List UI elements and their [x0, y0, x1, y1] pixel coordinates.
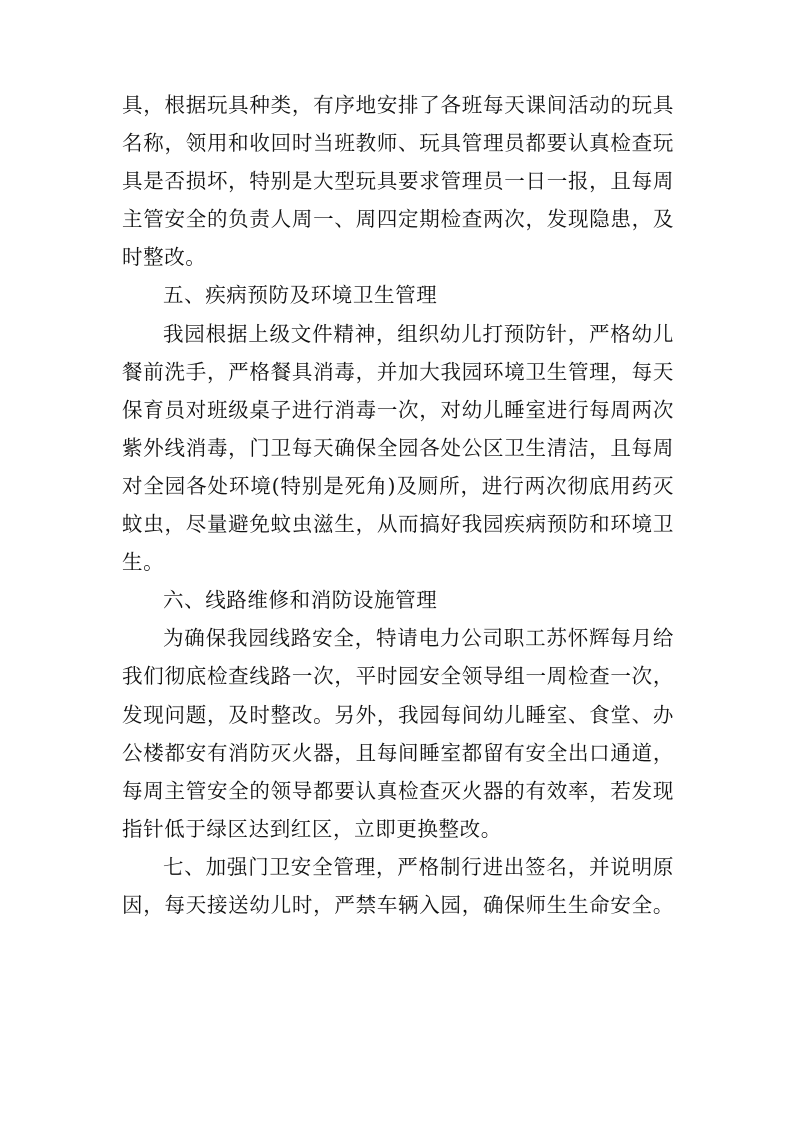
- section-heading-5: 五、疾病预防及环境卫生管理: [163, 283, 438, 308]
- p2-line-0: 我园根据上级文件精神，组织幼儿打预防针，严格幼儿: [163, 321, 674, 346]
- p2-line-3: 紫外线消毒，门卫每天确保全园各处公区卫生清洁，且每周: [122, 435, 674, 460]
- p4-line-2: 发现问题，及时整改。另外，我园每间幼儿睡室、食堂、办: [122, 702, 674, 727]
- p4-line-3: 公楼都安有消防灭火器，且每间睡室都留有安全出口通道，: [122, 740, 674, 765]
- p2-line-2: 保育员对班级桌子进行消毒一次，对幼儿睡室进行每周两次: [122, 397, 674, 422]
- p0-line-4: 时整改。: [122, 245, 207, 270]
- p4-line-5: 指针低于绿区达到红区，立即更换整改。: [122, 816, 502, 841]
- section-heading-6: 六、线路维修和消防设施管理: [163, 588, 438, 613]
- p0-line-3: 主管安全的负责人周一、周四定期检查两次，发现隐患，及: [122, 207, 674, 232]
- p4-line-4: 每周主管安全的领导都要认真检查灭火器的有效率，若发现: [122, 778, 674, 803]
- p2-line-6: 生。: [122, 550, 165, 575]
- document-body: [122, 86, 674, 924]
- p4-line-1: 我们彻底检查线路一次，平时园安全领导组一周检查一次，: [122, 664, 674, 689]
- p0-line-0: 具，根据玩具种类，有序地安排了各班每天课间活动的玩具: [122, 93, 674, 117]
- p2-line-5: 蚊虫，尽量避免蚊虫滋生，从而搞好我园疾病预防和环境卫: [122, 512, 674, 537]
- p5-line-0: 七、加强门卫安全管理，严格制行进出签名，并说明原: [163, 854, 674, 879]
- p5-line-1: 因，每天接送幼儿时，严禁车辆入园，确保师生生命安全。: [122, 892, 674, 917]
- p0-line-2: 具是否损坏，特别是大型玩具要求管理员一日一报，且每周: [122, 169, 674, 194]
- p2-line-1: 餐前洗手，严格餐具消毒，并加大我园环境卫生管理，每天: [122, 359, 674, 384]
- p0-line-1: 名称，领用和收回时当班教师、玩具管理员都要认真检查玩: [122, 131, 674, 156]
- p4-line-0: 为确保我园线路安全，特请电力公司职工苏怀辉每月给: [163, 626, 674, 651]
- p2-line-4: 对全园各处环境(特别是死角)及厕所，进行两次彻底用药灭: [122, 473, 674, 498]
